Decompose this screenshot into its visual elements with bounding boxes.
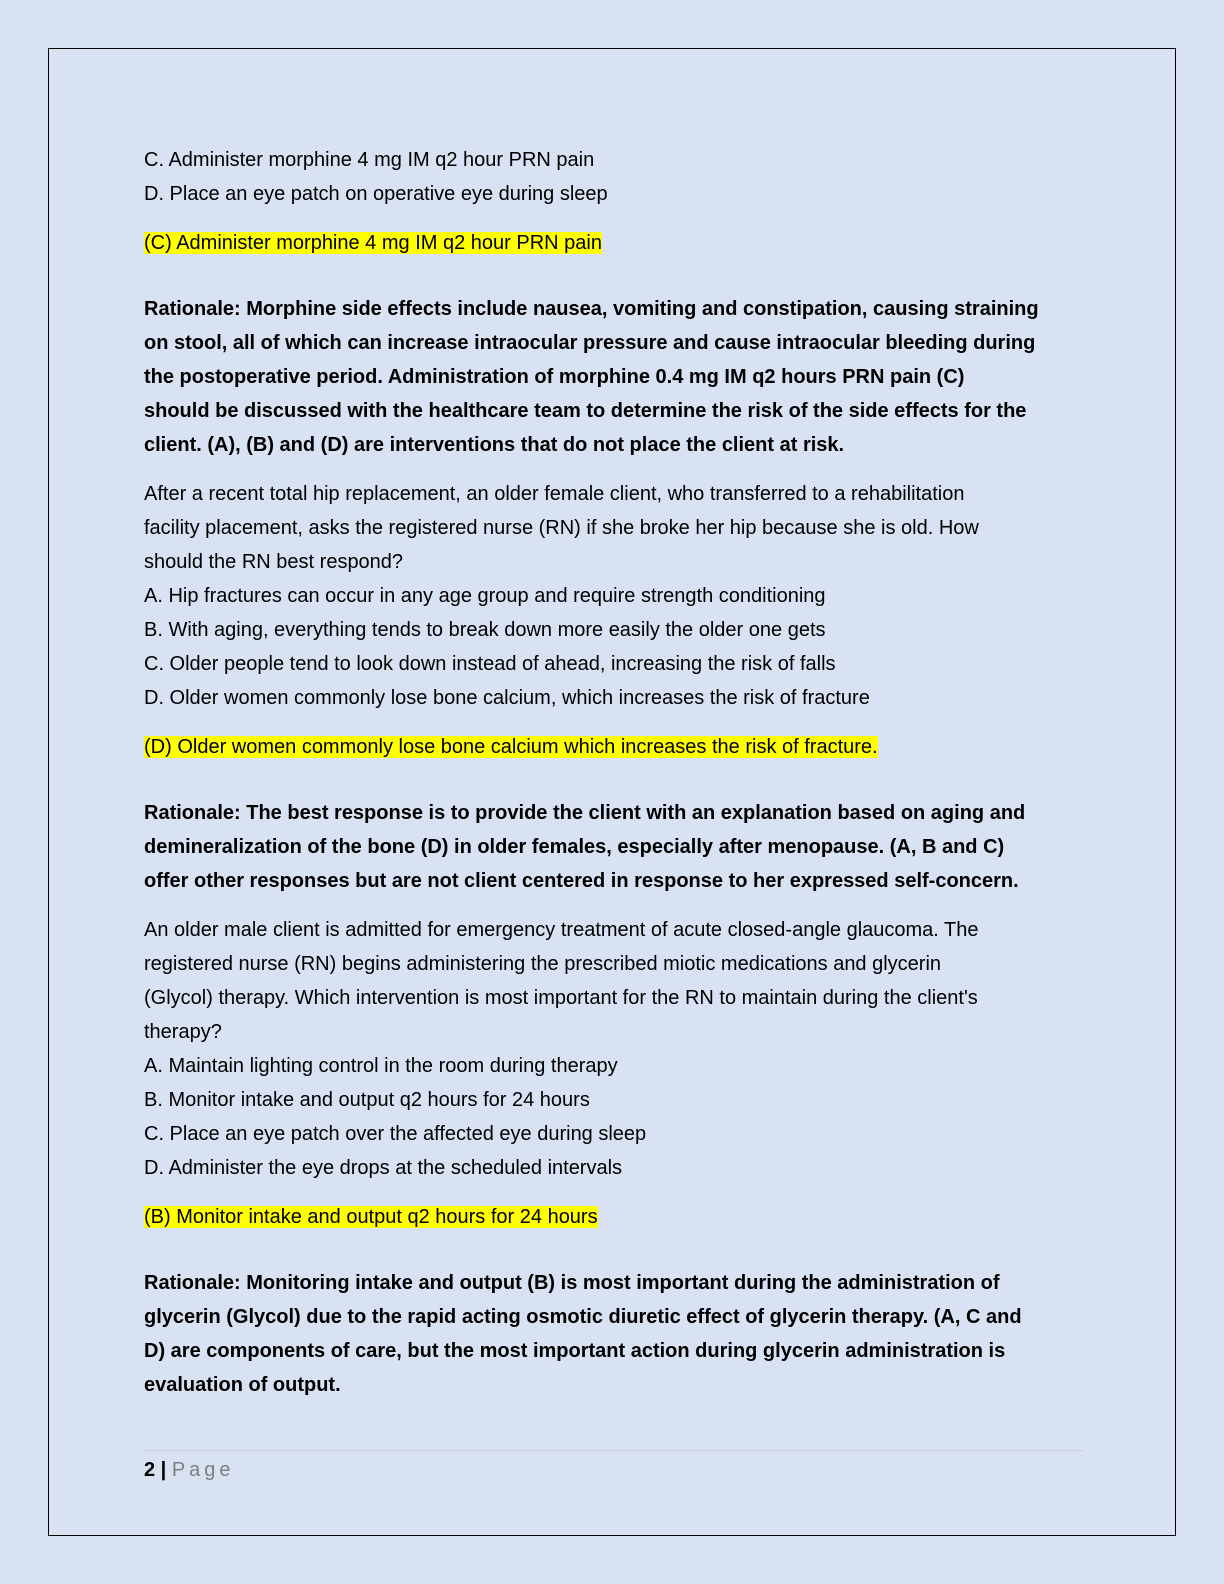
question-line: An older male client is admitted for emergency treatment of acute closed-angle glaucoma. The: [144, 919, 979, 941]
rationale-block: [144, 1266, 1084, 1402]
rationale-line: D) are components of care, but the most important action during glycerin administration is: [144, 1340, 1006, 1362]
footer-divider: [144, 1450, 1084, 1451]
answer-highlight: (D) Older women commonly lose bone calcium which increases the risk of fracture.: [144, 736, 878, 758]
option-b: B. With aging, everything tends to break down more easily the older one gets: [144, 619, 826, 641]
option-a: A. Hip fractures can occur in any age group and require strength conditioning: [144, 585, 826, 607]
question-line: therapy?: [144, 1021, 222, 1043]
rationale-line: should be discussed with the healthcare team to determine the risk of the side effects for the: [144, 400, 1027, 422]
question-line: (Glycol) therapy. Which intervention is most important for the RN to maintain during the client's: [144, 987, 978, 1009]
option-a: A. Maintain lighting control in the room during therapy: [144, 1055, 618, 1077]
rationale-block: [144, 796, 1084, 898]
question-line: facility placement, asks the registered nurse (RN) if she broke her hip because she is old. How: [144, 517, 979, 539]
rationale-line: Rationale: The best response is to provide the client with an explanation based on aging and: [144, 802, 1026, 824]
rationale-line: offer other responses but are not client centered in response to her expressed self-concern.: [144, 870, 1019, 892]
rationale-line: on stool, all of which can increase intraocular pressure and cause intraocular bleeding during: [144, 332, 1036, 354]
rationale-line: Rationale: Morphine side effects include nausea, vomiting and constipation, causing straining: [144, 298, 1039, 320]
option-c: C. Place an eye patch over the affected eye during sleep: [144, 1123, 647, 1145]
question-line: should the RN best respond?: [144, 551, 404, 573]
rationale-line: evaluation of output.: [144, 1374, 341, 1396]
rationale-line: demineralization of the bone (D) in older females, especially after menopause. (A, B and C): [144, 836, 1005, 858]
answer-line: [144, 1200, 1084, 1234]
question-line: registered nurse (RN) begins administering the prescribed miotic medications and glycerin: [144, 953, 942, 975]
rationale-line: client. (A), (B) and (D) are interventions that do not place the client at risk.: [144, 434, 845, 456]
question-line: After a recent total hip replacement, an older female client, who transferred to a rehabilitation: [144, 483, 965, 505]
page-footer: [144, 1453, 235, 1487]
page-number: 2: [144, 1459, 156, 1481]
answer-line: [144, 730, 1084, 764]
rationale-line: Rationale: Monitoring intake and output (B) is most important during the administration of: [144, 1272, 1000, 1294]
option-d: D. Older women commonly lose bone calcium, which increases the risk of fracture: [144, 687, 870, 709]
page-label: Page: [171, 1459, 235, 1481]
option-d: D. Place an eye patch on operative eye during sleep: [144, 183, 608, 205]
option-b: B. Monitor intake and output q2 hours for 24 hours: [144, 1089, 590, 1111]
answer-highlight: (B) Monitor intake and output q2 hours for 24 hours: [144, 1206, 598, 1228]
page-content: [144, 143, 1084, 1402]
option-d: D. Administer the eye drops at the scheduled intervals: [144, 1157, 623, 1179]
answer-highlight: (C) Administer morphine 4 mg IM q2 hour PRN pain: [144, 232, 602, 254]
answer-line: [144, 226, 1084, 260]
footer-separator: |: [155, 1459, 172, 1481]
rationale-block: [144, 292, 1084, 462]
option-c: C. Administer morphine 4 mg IM q2 hour PRN pain: [144, 149, 595, 171]
option-c: C. Older people tend to look down instead of ahead, increasing the risk of falls: [144, 653, 836, 675]
rationale-line: the postoperative period. Administration of morphine 0.4 mg IM q2 hours PRN pain (C): [144, 366, 965, 388]
rationale-line: glycerin (Glycol) due to the rapid acting osmotic diuretic effect of glycerin therapy. (A, C and: [144, 1306, 1022, 1328]
